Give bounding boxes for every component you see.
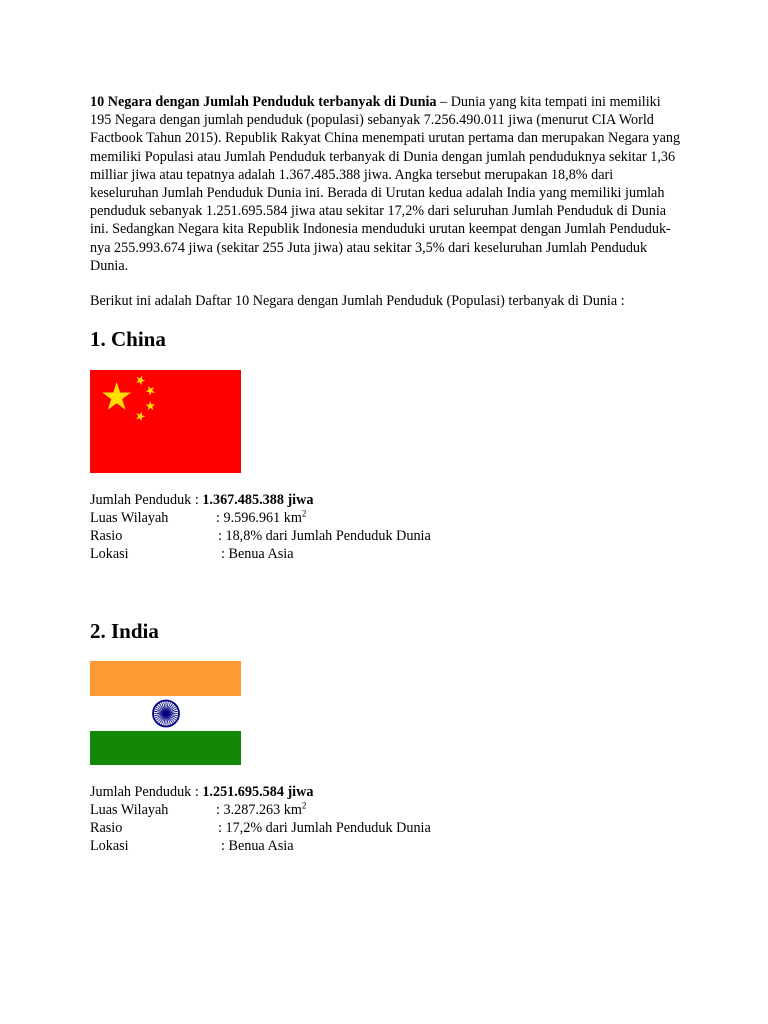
population-label: Jumlah Penduduk : 1.251.695.584 jiwa	[90, 784, 314, 800]
india-flag-image	[90, 661, 241, 765]
ratio-label: Rasio	[90, 820, 123, 836]
china-population-value: 1.367.485.388 jiwa	[202, 492, 314, 508]
ratio-label: Rasio	[90, 528, 123, 544]
area-label: Luas Wilayah	[90, 510, 169, 526]
ashoka-chakra-icon	[153, 701, 179, 727]
location-label: Lokasi	[90, 546, 129, 562]
india-flag	[90, 661, 241, 765]
china-heading: 1. China	[90, 327, 166, 351]
india-saffron-band	[90, 661, 241, 696]
population-label: Jumlah Penduduk : 1.367.485.388 jiwa	[90, 492, 314, 508]
china-flag-field	[90, 370, 241, 473]
china-flag	[90, 370, 241, 473]
india-location-value: : Benua Asia	[221, 838, 294, 854]
location-label: Lokasi	[90, 838, 129, 854]
india-population-value: 1.251.695.584 jiwa	[202, 784, 314, 800]
list-intro-text: Berikut ini adalah Daftar 10 Negara dengan Jumlah Penduduk (Populasi) terbanyak di Dunia :	[90, 293, 625, 309]
china-area-value: : 9.596.961 $km^2$	[216, 508, 307, 526]
india-ratio-value: : 17,2% dari Jumlah Penduduk Dunia	[218, 820, 431, 836]
intro-paragraph	[90, 93, 682, 275]
india-green-band	[90, 731, 241, 765]
india-area-value: : 3.287.263 $km^2$	[216, 800, 307, 818]
india-heading: 2. India	[90, 619, 159, 643]
intro-text: – Dunia yang kita tempati ini memiliki 195 Negara dengan jumlah penduduk (populasi) sebanyak 7.256.490.011 jiwa (menurut CIA World Factbook Tahun 2015). Republik Rakyat China menempati urutan pertama dan merupakan Negara yang memiliki Populasi atau Jumlah Penduduk terbanyak di Dunia dengan jumlah penduduknya sekitar 1,36 milliar jiwa atau tepatnya adalah 1.367.485.388 jiwa. Angka tersebut merupakan 18,8% dari keseluruhan Jumlah Penduduk Dunia ini. Berada di Urutan kedua adalah India yang memiliki jumlah penduduk sebanyak 1.251.695.584 jiwa atau sekitar 17,2% dari seluruhan Jumlah Penduduk di Dunia ini. Sedangkan Negara kita Republik Indonesia menduduki urutan keempat dengan Jumlah Penduduk-nya 255.993.674 jiwa (sekitar 255 Juta jiwa) atau sekitar 3,5% dari keseluruhan Jumlah Penduduk Dunia.	[90, 94, 681, 274]
area-label: Luas Wilayah	[90, 802, 169, 818]
china-location-value: : Benua Asia	[221, 546, 294, 562]
china-ratio-value: : 18,8% dari Jumlah Penduduk Dunia	[218, 528, 431, 544]
china-flag-image	[90, 370, 241, 473]
intro-bold-title: 10 Negara dengan Jumlah Penduduk terbanyak di Dunia	[90, 94, 437, 110]
